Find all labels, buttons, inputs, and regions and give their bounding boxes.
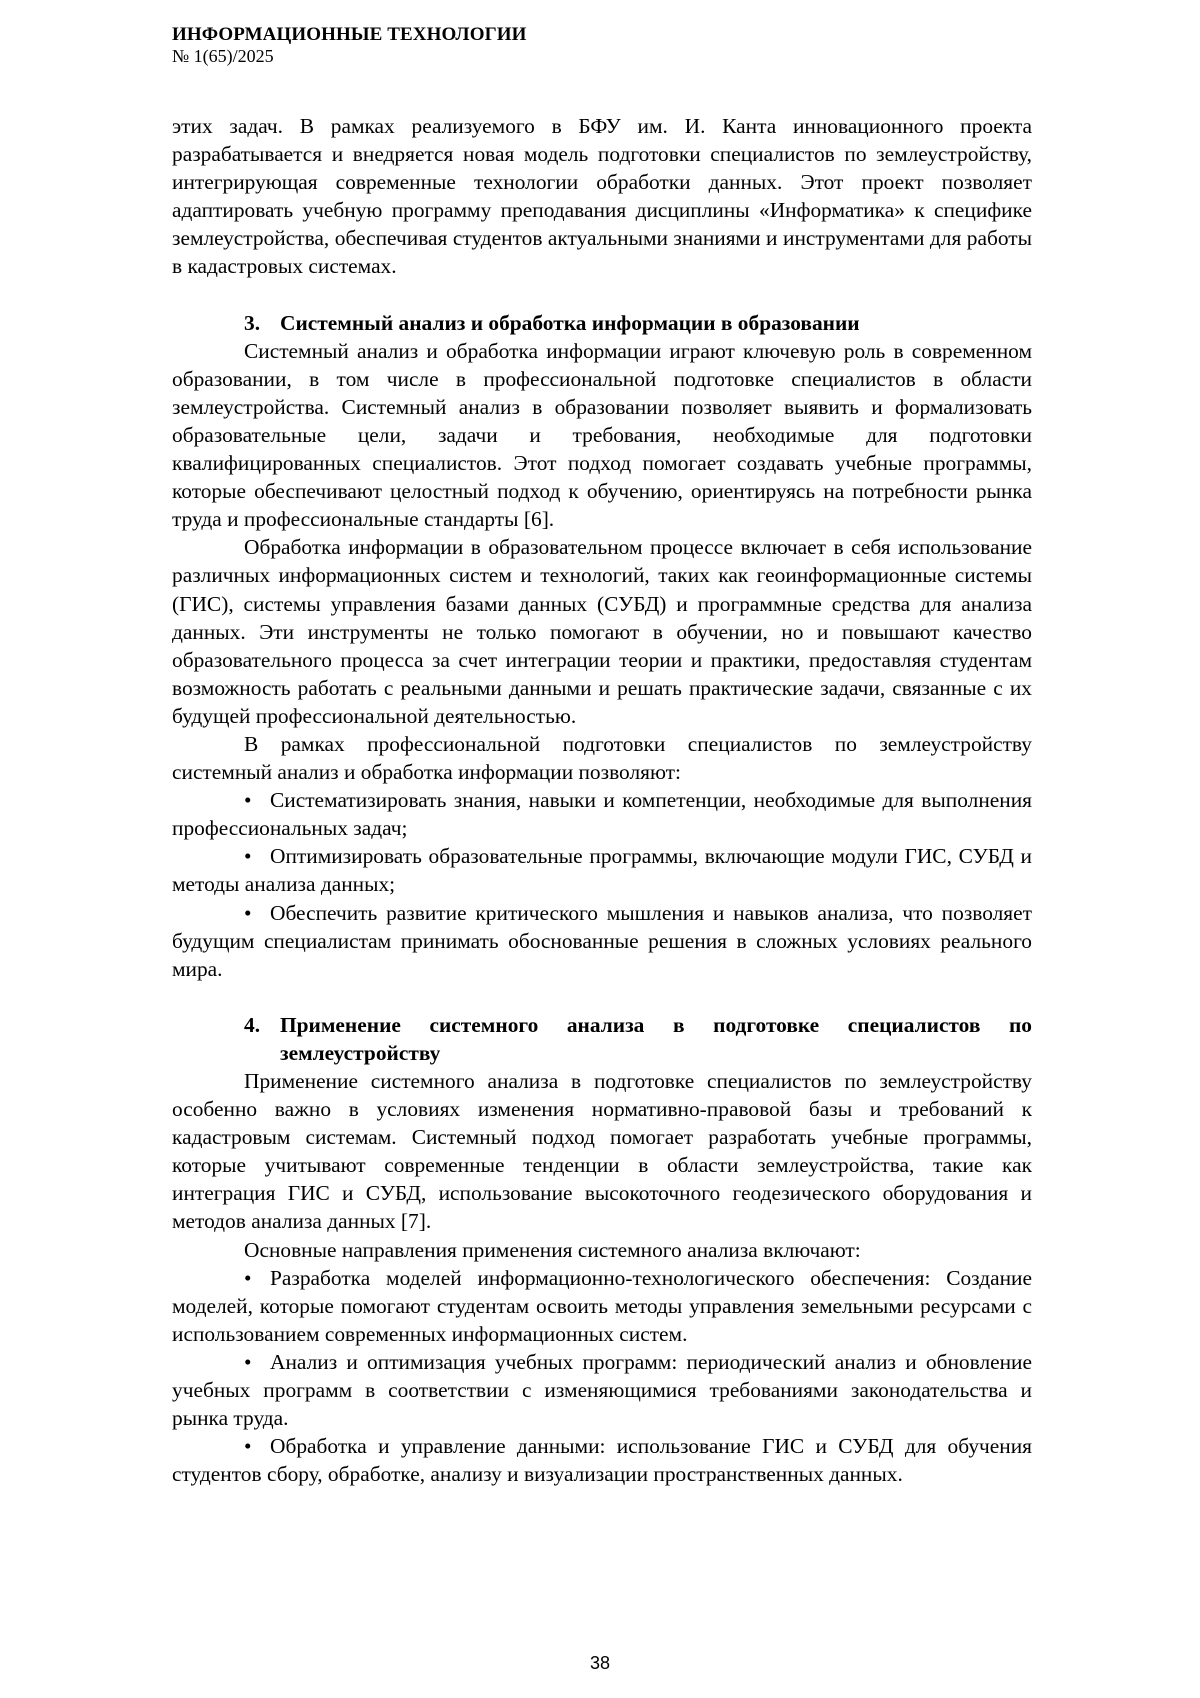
running-header <box>172 24 1032 66</box>
journal-title: ИНФОРМАЦИОННЫЕ ТЕХНОЛОГИИ <box>172 24 1032 46</box>
section-3-heading <box>172 309 1032 337</box>
bullet-text: Обработка и управление данными: использование ГИС и СУБД для обучения студентов сбору, обработке, анализу и визуализации пространственных данных. <box>172 1434 1032 1486</box>
bullet-text: Анализ и оптимизация учебных программ: периодический анализ и обновление учебных программ в соответствии с изменяющимися требованиями законодательства и рынка труда. <box>172 1350 1032 1430</box>
bullet-text: Систематизировать знания, навыки и компетенции, необходимые для выполнения профессиональных задач; <box>172 788 1032 840</box>
bullet-mark: • <box>244 1264 270 1292</box>
bullet-text: Разработка моделей информационно-технологического обеспечения: Создание моделей, которые помогают студентам освоить методы управления земельными ресурсами с использованием современных информационных систем. <box>172 1266 1032 1346</box>
section-3-bullet-item <box>172 786 1032 842</box>
section-4-paragraph: Основные направления применения системного анализа включают: <box>172 1236 1032 1264</box>
bullet-text: Оптимизировать образовательные программы, включающие модули ГИС, СУБД и методы анализа данных; <box>172 844 1032 896</box>
section-3-bullet-item <box>172 842 1032 898</box>
section-4-number: 4. <box>244 1011 280 1039</box>
section-3-number: 3. <box>244 309 280 337</box>
bullet-mark: • <box>244 1432 270 1460</box>
section-4-paragraph: Применение системного анализа в подготовке специалистов по землеустройству особенно важно в условиях изменения нормативно-правовой базы и требований к кадастровым системам. Системный подход помогает разработать учебные программы, которые учитывают современные тенденции в области землеустройства, такие как интеграция ГИС и СУБД, использование высокоточного геодезического оборудования и методов анализа данных [7]. <box>172 1067 1032 1236</box>
page-number: 38 <box>0 1653 1200 1673</box>
bullet-mark: • <box>244 1348 270 1376</box>
bullet-mark: • <box>244 786 270 814</box>
section-spacer <box>172 281 1032 309</box>
bullet-mark: • <box>244 842 270 870</box>
section-3-title: Системный анализ и обработка информации в образовании <box>280 311 860 335</box>
intro-paragraph: этих задач. В рамках реализуемого в БФУ им. И. Канта инновационного проекта разрабатывается и внедряется новая модель подготовки специалистов по землеустройству, интегрирующая современные технологии обработки данных. Этот проект позволяет адаптировать учебную программу преподавания дисциплины «Информатика» к специфике землеустройства, обеспечивая студентов актуальными знаниями и инструментами для работы в кадастровых системах. <box>172 112 1032 281</box>
article-body <box>172 112 1032 1488</box>
section-4-bullet-item <box>172 1432 1032 1488</box>
section-4-heading <box>172 1011 1032 1067</box>
section-3-paragraph: Обработка информации в образовательном процессе включает в себя использование различных информационных систем и технологий, таких как геоинформационные системы (ГИС), системы управления базами данных (СУБД) и программные средства для анализа данных. Эти инструменты не только помогают в обучении, но и повышают качество образовательного процесса за счет интеграции теории и практики, предоставляя студентам возможность работать с реальными данными и решать практические задачи, связанные с их будущей профессиональной деятельностью. <box>172 533 1032 730</box>
bullet-text: Обеспечить развитие критического мышления и навыков анализа, что позволяет будущим специалистам принимать обоснованные решения в сложных условиях реального мира. <box>172 901 1032 981</box>
section-3-bullet-item <box>172 899 1032 983</box>
section-spacer <box>172 983 1032 1011</box>
section-4-bullet-item <box>172 1264 1032 1348</box>
section-4-title: Применение системного анализа в подготовке специалистов по землеустройству <box>280 1013 1032 1065</box>
bullet-mark: • <box>244 899 270 927</box>
section-3-paragraph: Системный анализ и обработка информации играют ключевую роль в современном образовании, в том числе в профессиональной подготовке специалистов в области землеустройства. Системный анализ в образовании позволяет выявить и формализовать образовательные цели, задачи и требования, необходимые для подготовки квалифицированных специалистов. Этот подход помогает создавать учебные программы, которые обеспечивают целостный подход к обучению, ориентируясь на потребности рынка труда и профессиональные стандарты [6]. <box>172 337 1032 534</box>
issue-number: № 1(65)/2025 <box>172 46 1032 66</box>
section-4-bullet-item <box>172 1348 1032 1432</box>
section-3-paragraph: В рамках профессиональной подготовки специалистов по землеустройству системный анализ и обработка информации позволяют: <box>172 730 1032 786</box>
